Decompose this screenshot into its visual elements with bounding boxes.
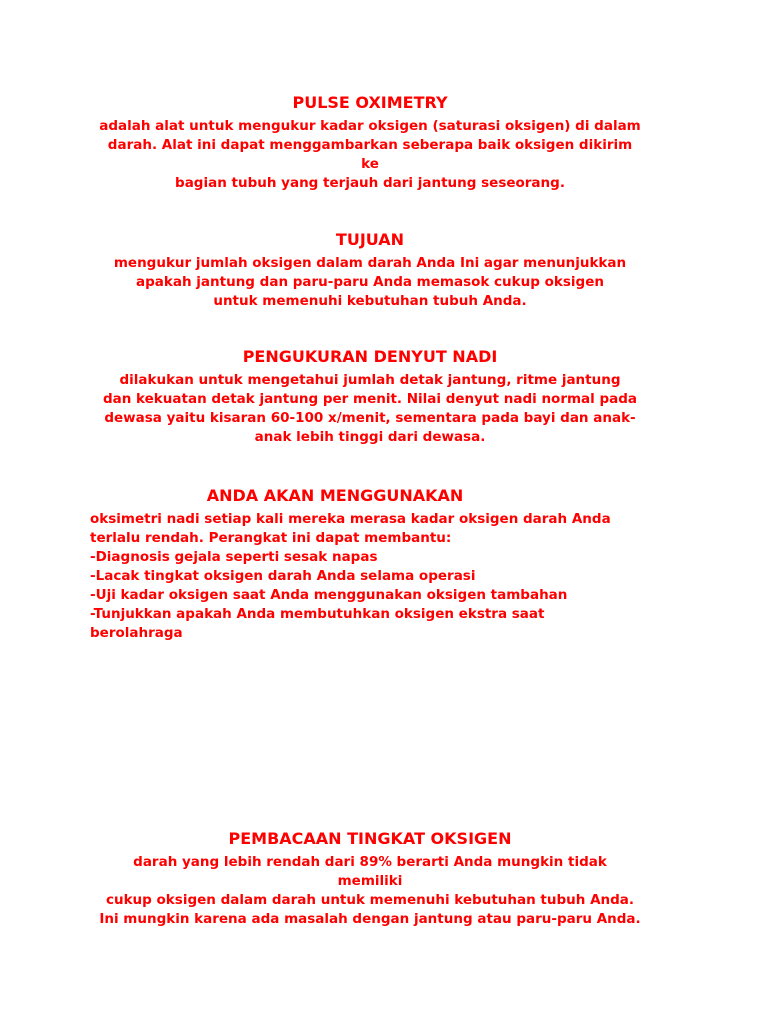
section-pulse-oximetry — [0, 93, 740, 193]
text-line: anak lebih tinggi dari dewasa. — [254, 429, 486, 445]
text-line: ke — [361, 156, 379, 172]
section-tujuan — [0, 230, 740, 311]
list-item: -Diagnosis gejala seperti sesak napas — [90, 549, 378, 565]
list-item: -Lacak tingkat oksigen darah Anda selama operasi — [90, 568, 476, 584]
text-line: apakah jantung dan paru-paru Anda memasok cukup oksigen — [136, 274, 604, 290]
section-denyut-nadi — [0, 347, 740, 447]
paragraph-denyut-nadi — [0, 371, 740, 447]
text-line: darah. Alat ini dapat menggambarkan seberapa baik oksigen dikirim — [107, 137, 633, 153]
list-item: -Tunjukkan apakah Anda membutuhkan oksigen ekstra saat — [90, 606, 545, 622]
text-line: cukup oksigen dalam darah untuk memenuhi kebutuhan tubuh Anda. — [105, 892, 635, 908]
text-line: dilakukan untuk mengetahui jumlah detak jantung, ritme jantung — [119, 372, 621, 388]
paragraph-tujuan — [0, 254, 740, 311]
text-line: Ini mungkin karena ada masalah dengan jantung atau paru-paru Anda. — [99, 911, 641, 927]
section-pembacaan-tingkat-oksigen — [0, 829, 740, 929]
text-line: bagian tubuh yang terjauh dari jantung seseorang. — [175, 175, 565, 191]
text-line: untuk memenuhi kebutuhan tubuh Anda. — [213, 293, 527, 309]
text-line: darah yang lebih rendah dari 89% berarti Anda mungkin tidak — [133, 854, 607, 870]
text-line: adalah alat untuk mengukur kadar oksigen (saturasi oksigen) di dalam — [99, 118, 641, 134]
paragraph-pulse-oximetry — [0, 117, 740, 193]
text-line: dewasa yaitu kisaran 60-100 x/menit, sementara pada bayi dan anak- — [104, 410, 636, 426]
text-line: terlalu rendah. Perangkat ini dapat membantu: — [90, 530, 452, 546]
heading-denyut-nadi: PENGUKURAN DENYUT NADI — [242, 347, 498, 366]
heading-tujuan: TUJUAN — [335, 230, 405, 249]
heading-pulse-oximetry: PULSE OXIMETRY — [292, 93, 448, 112]
heading-anda-akan-menggunakan: ANDA AKAN MENGGUNAKAN — [206, 486, 464, 505]
text-line: dan kekuatan detak jantung per menit. Nilai denyut nadi normal pada — [102, 391, 638, 407]
heading-pembacaan-tingkat-oksigen: PEMBACAAN TINGKAT OKSIGEN — [228, 829, 512, 848]
list-item: -Uji kadar oksigen saat Anda menggunakan oksigen tambahan — [90, 587, 568, 603]
paragraph-pembacaan-tingkat-oksigen — [0, 853, 740, 929]
text-line: mengukur jumlah oksigen dalam darah Anda Ini agar menunjukkan — [113, 255, 627, 271]
section-anda-akan-menggunakan — [90, 486, 690, 643]
text-line: berolahraga — [90, 625, 183, 641]
text-line: oksimetri nadi setiap kali mereka merasa kadar oksigen darah Anda — [90, 511, 611, 527]
paragraph-anda-akan-menggunakan — [90, 510, 690, 643]
text-line: memiliki — [337, 873, 403, 889]
